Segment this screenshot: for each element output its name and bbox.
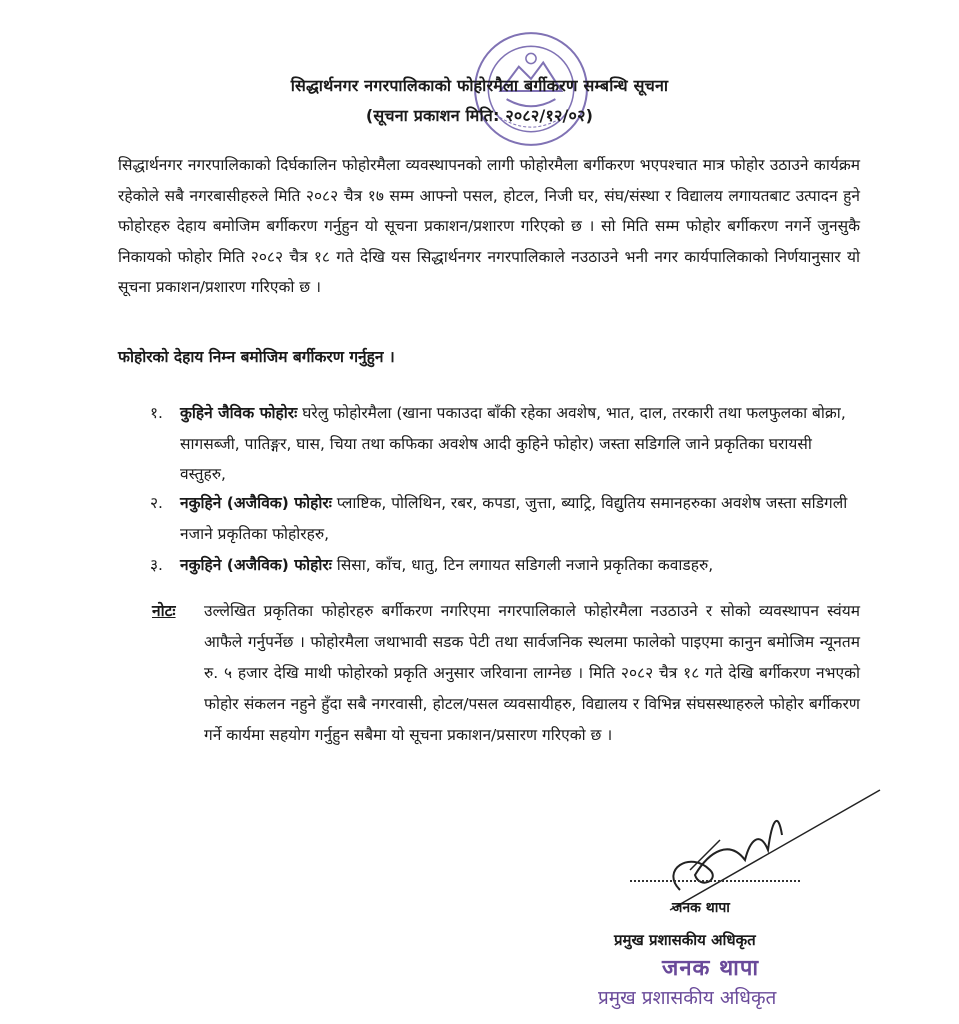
signature-line bbox=[630, 880, 800, 882]
item-term: नकुहिने (अजैविक) फोहोरः bbox=[180, 494, 332, 512]
item-number: ३. bbox=[150, 556, 163, 574]
item-text: सिसा, काँच, धातु, टिन लगायत सडिगली नजाने प्रकृतिका कवाडहरु, bbox=[331, 556, 714, 574]
stamp-designation: प्रमुख प्रशासकीय अधिकृत bbox=[598, 987, 777, 1009]
note-section bbox=[152, 596, 860, 751]
signatory-designation: प्रमुख प्रशासकीय अधिकृत bbox=[614, 931, 756, 949]
list-item bbox=[150, 550, 862, 581]
publication-date: (सूचना प्रकाशन मिति: २०८२/१२/०२) bbox=[365, 106, 594, 125]
list-item bbox=[150, 488, 862, 549]
list-item bbox=[150, 398, 862, 490]
note-text: उल्लेखित प्रकृतिका फोहोरहरु बर्गीकरण नगरिएमा नगरपालिकाले फोहोरमैला नउठाउने र सोको व्यवस्थापन स्वंयम आफैले गर्नुपर्नेछ । फोहोरमैला जथाभावी सडक पेटी तथा सार्वजनिक स्थलमा फालेको पाइएमा कानुन बमोजिम न्यूनतम रु. ५ हजार देखि माथी फोहोरको प्रकृति अनुसार जरिवाना लाग्नेछ । मिति २०८२ चैत्र १८ गते देखि बर्गीकरण नभएको फोहोर संकलन नहुने हुँदा सबै नगरवासी, होटल/पसल व्यवसायीहरु, विद्यालय र विभिन्न संघसस्थाहरुले फोहोर बर्गीकरण गर्ने कार्यमा सहयोग गर्नुहुन सबैमा यो सूचना प्रकाशन/प्रसारण गरिएको छ । bbox=[204, 602, 860, 744]
classification-heading: फोहोरको देहाय निम्न बमोजिम बर्गीकरण गर्नुहुन । bbox=[118, 348, 395, 366]
item-text: प्लाष्टिक, पोलिथिन, रबर, कपडा, जुत्ता, ब्याट्रि, विद्युतिय समानहरुका अवशेष जस्ता सडिगली नजाने प्रकृतिका फोहोरहरु, bbox=[180, 494, 848, 543]
intro-paragraph: सिद्धार्थनगर नगरपालिकाको दिर्घकालिन फोहोरमैला व्यवस्थापनको लागी फोहोरमैला बर्गीकरण भएपश्चात मात्र फोहोर उठाउने कार्यक्रम रहेकोले सबै नगरबासीहरुले मिति २०८२ चैत्र १७ सम्म आफ्नो पसल, होटल, निजी घर, संघ/संस्था र विद्यालय लगायतबाट उत्पादन हुने फोहोरहरु देहाय बमोजिम बर्गीकरण गर्नुहुन यो सूचना प्रकाशन/प्रशारण गरिएको छ । सो मिति सम्म फोहोर बर्गीकरण नगर्ने जुनसुकै निकायको फोहोर मिति २०८२ चैत्र १८ गते देखि यस सिद्धार्थनगर नगरपालिकाले नउठाउने भनी नगर कार्यपालिकाको निर्णयानुसार यो सूचना प्रकाशन/प्रशारण गरिएको छ । bbox=[118, 156, 860, 296]
item-term: नकुहिने (अजैविक) फोहोरः bbox=[180, 556, 332, 574]
notice-title: सिद्धार्थनगर नगरपालिकाको फोहोरमैला बर्गीकरण सम्बन्धि सूचना bbox=[290, 76, 669, 95]
item-text: घरेलु फोहोरमैला (खाना पकाउदा बाँकी रहेका अवशेष, भात, दाल, तरकारी तथा फलफुलका बोक्रा, सागसब्जी, पातिङ्गर, घास, चिया तथा कफिका अवशेष आदी कुहिने फोहोर) जस्ता सडिगलि जाने प्रकृतिका घरायसी वस्तुहरु, bbox=[180, 404, 846, 483]
item-term: कुहिने जैविक फोहोरः bbox=[180, 404, 298, 422]
signatory-name: जनक थापा bbox=[672, 900, 730, 916]
stamp-name: जनक थापा bbox=[662, 956, 760, 981]
item-number: २. bbox=[150, 494, 163, 512]
note-label: नोटः bbox=[152, 602, 176, 620]
item-number: १. bbox=[150, 404, 163, 422]
